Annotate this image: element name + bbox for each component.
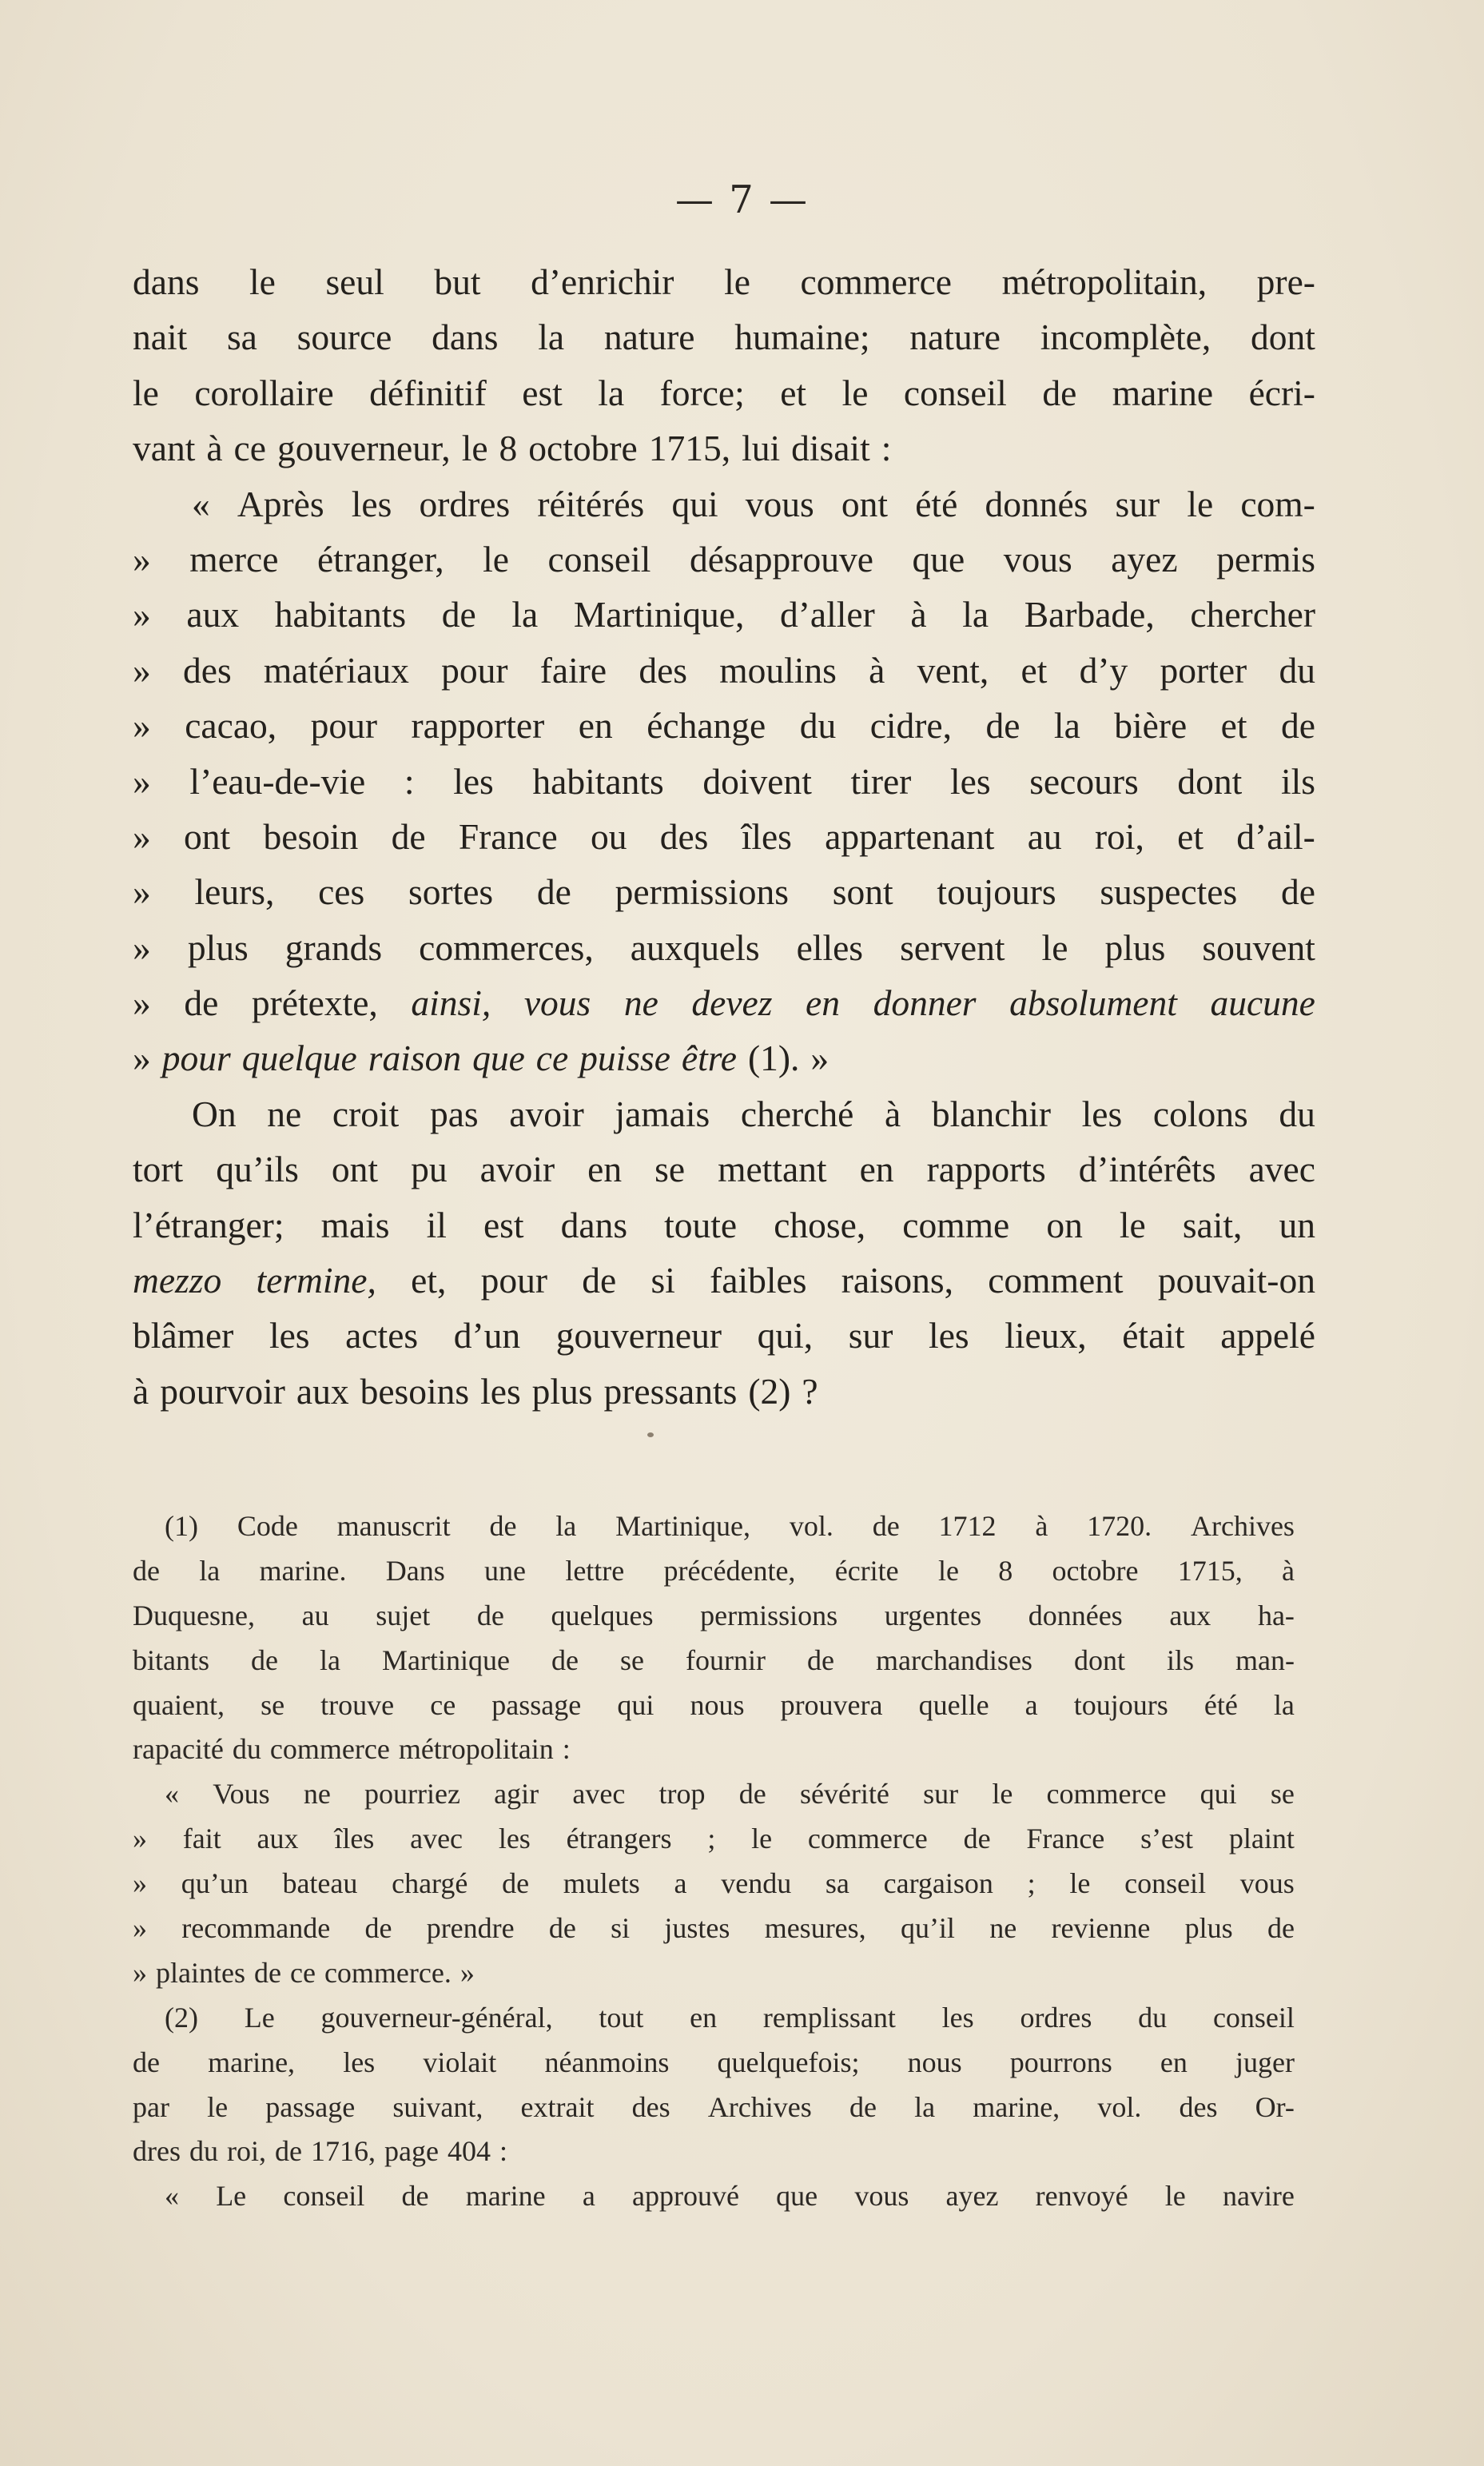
body-text-line: » des matériaux pour faire des moulins à vent, et d’y porter du	[133, 649, 1315, 691]
footnote-line: quaient, se trouve ce passage qui nous prouvera quelle a toujours été la	[133, 1688, 1295, 1721]
body-text-line: » ont besoin de France ou des îles appartenant au roi, et d’ail-	[133, 815, 1315, 857]
footnote-line: de marine, les violait néanmoins quelquefois; nous pourrons en juger	[133, 2046, 1295, 2078]
footnote-line: » qu’un bateau chargé de mulets a vendu sa cargaison ; le conseil vous	[133, 1867, 1295, 1900]
body-text-line: le corollaire définitif est la force; et le conseil de marine écri-	[133, 372, 1315, 413]
body-text-line: mezzo termine, et, pour de si faibles raisons, comment pouvait-on	[133, 1260, 1315, 1301]
body-text-line: » l’eau-de-vie : les habitants doivent tirer les secours dont ils	[133, 760, 1315, 802]
body-text-line: nait sa source dans la nature humaine; nature incomplète, dont	[133, 317, 1315, 358]
footnote-line: par le passage suivant, extrait des Archives de la marine, vol. des Or-	[133, 2090, 1295, 2123]
body-text-line: » de prétexte, ainsi, vous ne devez en donner absolument aucune	[133, 982, 1315, 1024]
body-text-line: tort qu’ils ont pu avoir en se mettant en rapports d’intérêts avec	[133, 1149, 1315, 1190]
footnote-line: rapacité du commerce métropolitain :	[133, 1733, 571, 1766]
page-number: — 7 —	[674, 177, 810, 222]
footnote-line: dres du roi, de 1716, page 404 :	[133, 2135, 507, 2168]
body-text-line: blâmer les actes d’un gouverneur qui, sur les lieux, était appelé	[133, 1315, 1315, 1356]
body-text-line: » aux habitants de la Martinique, d’aller à la Barbade, chercher	[133, 594, 1315, 635]
footnote-line: « Le conseil de marine a approuvé que vous ayez renvoyé le navire	[165, 2180, 1295, 2213]
ink-speck	[647, 1432, 654, 1437]
body-text-line: » merce étranger, le conseil désapprouve que vous ayez permis	[133, 538, 1315, 580]
body-text-line: » leurs, ces sortes de permissions sont toujours suspectes de	[133, 871, 1315, 913]
body-text-line: à pourvoir aux besoins les plus pressants (2) ?	[133, 1370, 818, 1412]
main-text	[133, 254, 1315, 1419]
body-text-line: » plus grands commerces, auxquels elles servent le plus souvent	[133, 926, 1315, 968]
body-text-line: « Après les ordres réitérés qui vous ont été donnés sur le com-	[192, 483, 1315, 524]
body-text-line: » cacao, pour rapporter en échange du cidre, de la bière et de	[133, 705, 1315, 747]
body-text-line: l’étranger; mais il est dans toute chose, comme on le sait, un	[133, 1204, 1315, 1245]
footnotes	[133, 1504, 1295, 2219]
body-text-line: vant à ce gouverneur, le 8 octobre 1715, lui disait :	[133, 428, 892, 469]
footnote-line: (1) Code manuscrit de la Martinique, vol. de 1712 à 1720. Archives	[165, 1510, 1295, 1542]
footnote-line: » recommande de prendre de si justes mesures, qu’il ne revienne plus de	[133, 1912, 1295, 1945]
footnote-line: (2) Le gouverneur-général, tout en remplissant les ordres du conseil	[165, 2001, 1295, 2034]
footnote-line: Duquesne, au sujet de quelques permissions urgentes données aux ha-	[133, 1599, 1295, 1631]
footnote-line: « Vous ne pourriez agir avec trop de sévérité sur le commerce qui se	[165, 1778, 1295, 1811]
body-text-line: On ne croit pas avoir jamais cherché à blanchir les colons du	[192, 1093, 1315, 1134]
footnote-line: » fait aux îles avec les étrangers ; le commerce de France s’est plaint	[133, 1823, 1295, 1855]
footnote-line: bitants de la Martinique de se fournir de marchandises dont ils man-	[133, 1643, 1295, 1676]
footnote-line: » plaintes de ce commerce. »	[133, 1956, 475, 1989]
footnote-line: de la marine. Dans une lettre précédente, écrite le 8 octobre 1715, à	[133, 1554, 1295, 1587]
body-text-line: » pour quelque raison que ce puisse être (1). »	[133, 1038, 830, 1079]
body-text-line: dans le seul but d’enrichir le commerce métropolitain, pre-	[133, 261, 1315, 302]
